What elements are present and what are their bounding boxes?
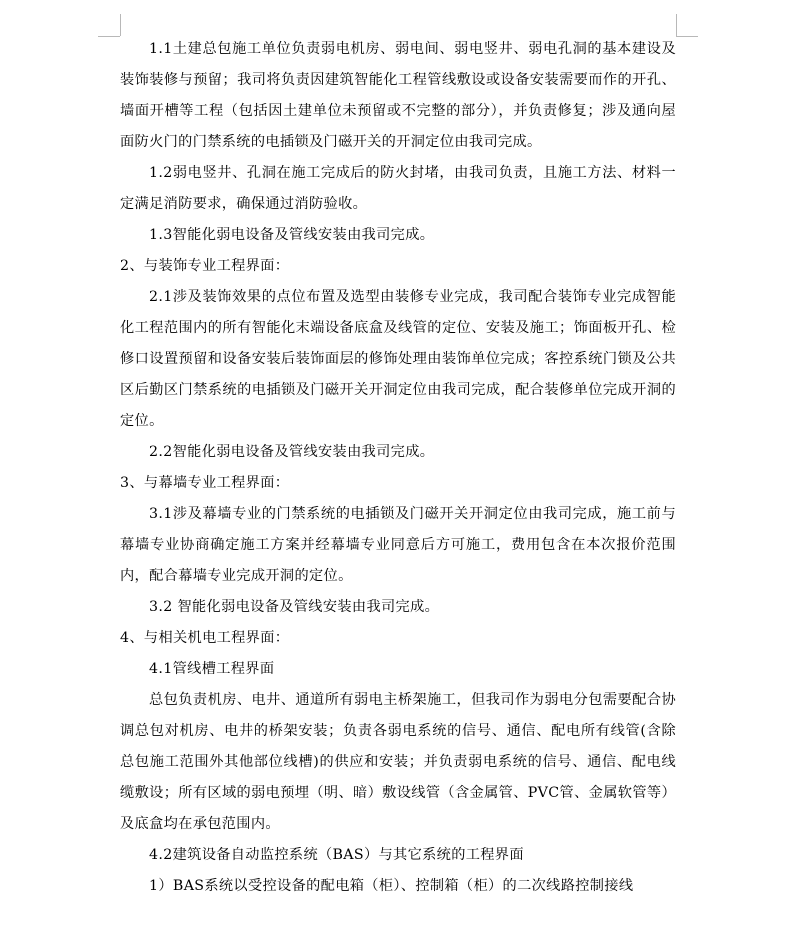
document-body bbox=[120, 34, 676, 902]
section-heading-4: 4、与相关机电工程界面： bbox=[120, 630, 290, 646]
paragraph-3-2: 3.2 智能化弱电设备及管线安装由我司完成。 bbox=[149, 599, 440, 615]
paragraph-3-1: 3.1涉及幕墙专业的门禁系统的电插锁及门磁开关开洞定位由我司完成，施工前与幕墙专业协商确定施工方案并经幕墙专业同意后方可施工，费用包含在本次报价范围内，配合幕墙专业完成开洞的定位。 bbox=[120, 506, 676, 584]
subsection-heading-4-2: 4.2建筑设备自动监控系统（BAS）与其它系统的工程界面 bbox=[149, 847, 524, 863]
paragraph-4-2-item-1: 1）BAS系统以受控设备的配电箱（柜）、控制箱（柜）的二次线路控制接线 bbox=[149, 878, 634, 894]
paragraph-1-3: 1.3智能化弱电设备及管线安装由我司完成。 bbox=[149, 227, 435, 243]
subsection-heading-4-1: 4.1管线槽工程界面 bbox=[149, 661, 275, 677]
paragraph-4-1-body: 总包负责机房、电井、通道所有弱电主桥架施工，但我司作为弱电分包需要配合协调总包对机房、电井的桥架安装；负责各弱电系统的信号、通信、配电所有线管(含除总包施工范围外其他部位线槽)的供应和安装；并负责弱电系统的信号、通信、配电线缆敷设；所有区域的弱电预埋（明、暗）敷设线管（含金属管、PVC管、金属软管等）及底盒均在承包范围内。 bbox=[120, 692, 676, 832]
paragraph-2-2: 2.2智能化弱电设备及管线安装由我司完成。 bbox=[149, 444, 435, 460]
paragraph-1-2: 1.2弱电竖井、孔洞在施工完成后的防火封堵，由我司负责，且施工方法、材料一定满足消防要求，确保通过消防验收。 bbox=[120, 165, 676, 212]
crop-mark-top-right bbox=[676, 14, 677, 36]
paragraph-2-1: 2.1涉及装饰效果的点位布置及选型由装修专业完成，我司配合装饰专业完成智能化工程范围内的所有智能化末端设备底盒及线管的定位、安装及施工；饰面板开孔、检修口设置预留和设备安装后装饰面层的修饰处理由装饰单位完成；客控系统门锁及公共区后勤区门禁系统的电插锁及门磁开关开洞定位由我司完成，配合装修单位完成开洞的定位。 bbox=[120, 289, 676, 429]
section-heading-3: 3、与幕墙专业工程界面： bbox=[120, 475, 290, 491]
crop-mark-top-left bbox=[120, 14, 121, 36]
section-heading-2: 2、与装饰专业工程界面： bbox=[120, 258, 290, 274]
crop-mark-top-right bbox=[676, 36, 698, 37]
paragraph-1-1: 1.1土建总包施工单位负责弱电机房、弱电间、弱电竖井、弱电孔洞的基本建设及装饰装修与预留；我司将负责因建筑智能化工程管线敷设或设备安装需要而作的开孔、墙面开槽等工程（包括因土建单位未预留或不完整的部分），并负责修复；涉及通向屋面防火门的门禁系统的电插锁及门磁开关的开洞定位由我司完成。 bbox=[120, 41, 676, 150]
crop-mark-top-left bbox=[98, 36, 120, 37]
